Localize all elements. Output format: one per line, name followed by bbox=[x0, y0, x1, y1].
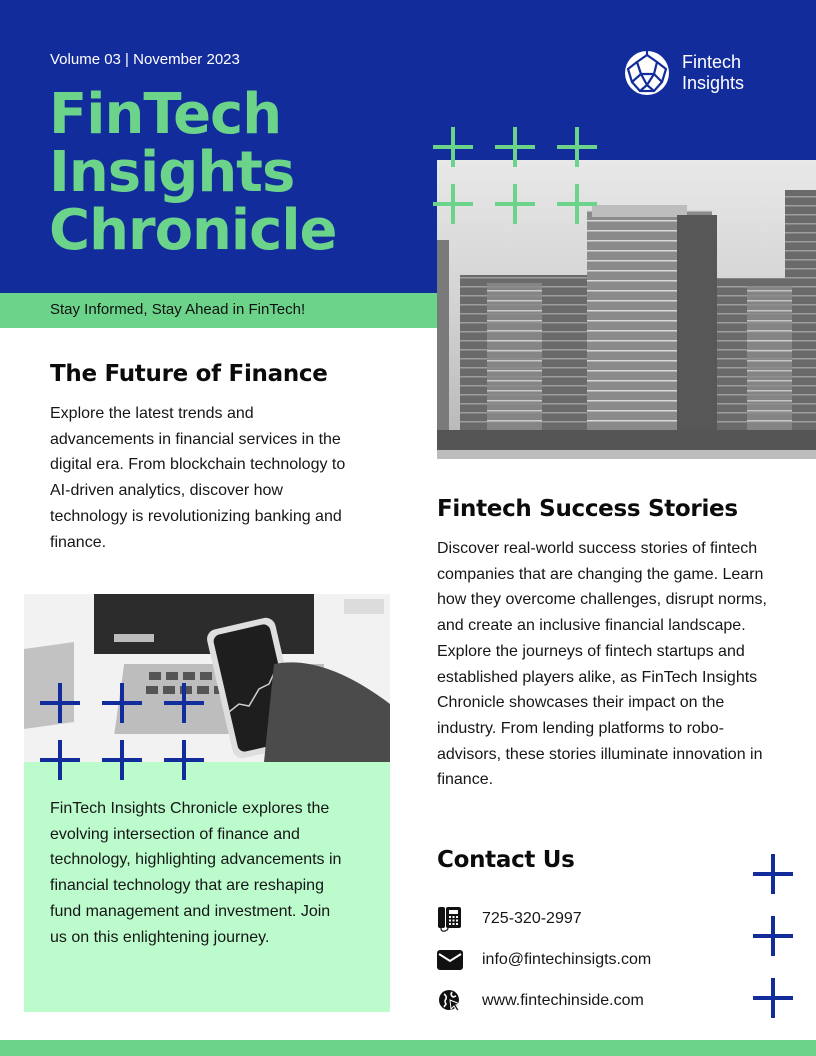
contact-list bbox=[437, 898, 651, 1021]
future-of-finance-heading: The Future of Finance bbox=[50, 361, 328, 387]
globe-cursor-icon bbox=[437, 988, 463, 1014]
tagline: Stay Informed, Stay Ahead in FinTech! bbox=[50, 301, 306, 318]
page-title bbox=[49, 82, 337, 263]
future-of-finance-body: Explore the latest trends and advancements in financial services in the digital era. From blockchain technology to AI-driven analytics, discover how technology is revolutionizing banking and finance. bbox=[50, 405, 346, 551]
title-line-1: FinTech bbox=[49, 82, 282, 147]
plus-icon bbox=[433, 127, 473, 167]
plus-icon bbox=[495, 184, 535, 224]
plus-icon bbox=[164, 683, 204, 723]
contact-heading: Contact Us bbox=[437, 847, 575, 873]
title-line-3: Chronicle bbox=[49, 198, 337, 263]
logo bbox=[624, 50, 744, 96]
contact-website[interactable] bbox=[437, 980, 651, 1021]
plus-icon bbox=[495, 127, 535, 167]
geodesic-globe-icon bbox=[624, 50, 670, 96]
green-cross-pattern bbox=[433, 127, 597, 224]
right-cross-pattern bbox=[753, 854, 793, 1018]
contact-email[interactable] bbox=[437, 939, 651, 980]
plus-icon bbox=[753, 978, 793, 1018]
plus-icon bbox=[40, 683, 80, 723]
volume-date: Volume 03 | November 2023 bbox=[50, 51, 240, 68]
plus-icon bbox=[102, 683, 142, 723]
contact-phone[interactable] bbox=[437, 898, 651, 939]
about-body: FinTech Insights Chronicle explores the evolving intersection of finance and technology, highlighting advancements in financial technology that are reshaping fund management and investment. Join us on this enlightening journey. bbox=[50, 800, 342, 946]
logo-line-2: Insights bbox=[682, 73, 745, 93]
plus-icon bbox=[753, 854, 793, 894]
phone-number: 725-320-2997 bbox=[482, 909, 582, 927]
envelope-icon bbox=[437, 947, 463, 973]
plus-icon bbox=[102, 740, 142, 780]
logo-text bbox=[682, 52, 744, 94]
footer-band bbox=[0, 1040, 816, 1056]
success-stories-body: Discover real-world success stories of fintech companies that are changing the game. Learn how they overcome challenges, disrupt norms, and create an inclusive financial landscape. Explore the journeys of fintech startups and established players alike, as FinTech Insights Chronicle showcases their impact on the industry. From lending platforms to robo-advisors, these stories illuminate innovation in finance. bbox=[437, 540, 767, 789]
success-stories-heading: Fintech Success Stories bbox=[437, 496, 738, 522]
plus-icon bbox=[557, 127, 597, 167]
plus-icon bbox=[753, 916, 793, 956]
plus-icon bbox=[557, 184, 597, 224]
plus-icon bbox=[40, 740, 80, 780]
plus-icon bbox=[433, 184, 473, 224]
title-line-2: Insights bbox=[49, 140, 295, 205]
blue-cross-pattern bbox=[40, 683, 204, 780]
plus-icon bbox=[164, 740, 204, 780]
logo-line-1: Fintech bbox=[682, 52, 742, 72]
phone-icon bbox=[437, 906, 463, 932]
website-url: www.fintechinside.com bbox=[482, 991, 644, 1009]
email-address: info@fintechinsigts.com bbox=[482, 950, 652, 968]
